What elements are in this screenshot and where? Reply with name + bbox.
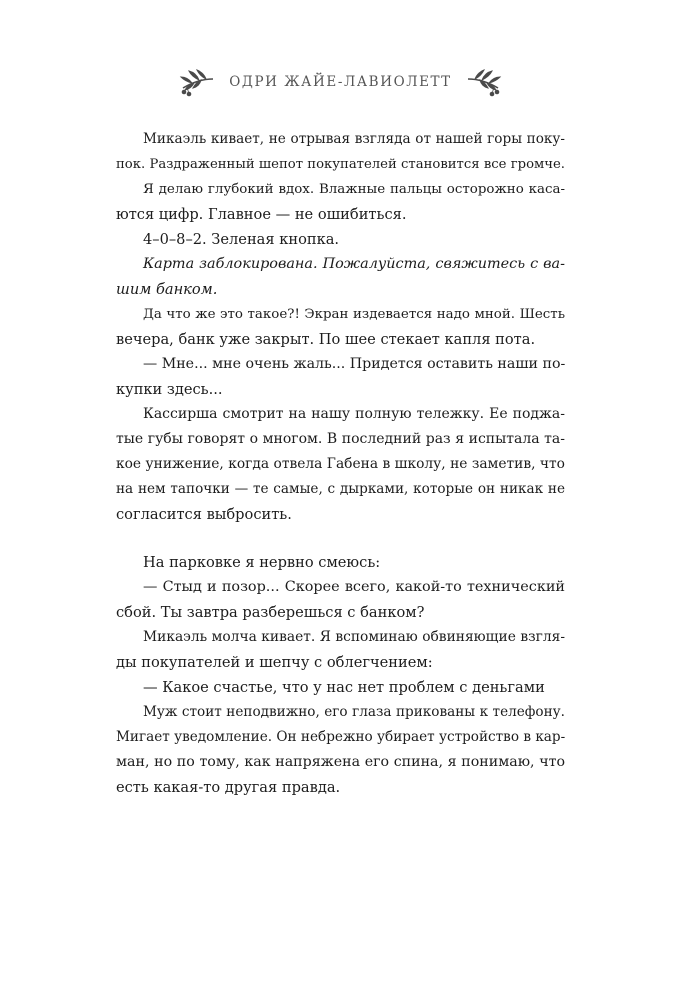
text-line: ды покупателей и шепчу с облегчением:: [116, 654, 433, 671]
text-line: Кассирша смотрит на нашу полную тележку. Ее поджа-: [143, 406, 565, 422]
text-line: Да что же это такое?! Экран издевается надо мной. Шесть: [143, 307, 565, 322]
text-line: 4–0–8–2. Зеленая кнопка.: [143, 231, 340, 248]
section-break: [116, 527, 565, 550]
text-line: вечера, банк уже закрыт. По шее стекает капля пота.: [116, 331, 536, 348]
text-line: тые губы говорят о многом. В последний раз я испытала та-: [116, 431, 565, 447]
text-line: шим банком.: [116, 281, 218, 298]
text-line: на нем тапочки — те самые, с дырками, которые он никак не: [116, 481, 565, 497]
body-text: [116, 127, 565, 800]
text-line: Я делаю глубокий вдох. Влажные пальцы осторожно каса-: [143, 182, 565, 197]
right-leaf-ornament-icon: [466, 66, 508, 98]
text-line: Микаэль кивает, не отрывая взгляда от нашей горы поку-: [143, 131, 565, 147]
text-line: сбой. Ты завтра разберешься с банком?: [116, 604, 425, 621]
text-line: пок. Раздраженный шепот покупателей становится все громче.: [116, 157, 565, 172]
text-line: купки здесь...: [116, 381, 223, 398]
text-line: На парковке я нервно смеюсь:: [143, 554, 381, 571]
text-line: Мигает уведомление. Он небрежно убирает устройство в кар-: [116, 729, 566, 745]
text-line: — Какое счастье, что у нас нет проблем с деньгами: [143, 679, 545, 696]
text-line: — Стыд и позор... Скорее всего, какой-то технический: [143, 579, 565, 595]
text-line: согласится выбросить.: [116, 506, 292, 523]
text-line: Карта заблокирована. Пожалуйста, свяжитесь с ва-: [143, 256, 565, 272]
author-name: ОДРИ ЖАЙЕ-ЛАВИОЛЕТТ: [229, 74, 452, 90]
text-line: Микаэль молча кивает. Я вспоминаю обвиняющие взгля-: [143, 629, 565, 645]
text-line: ются цифр. Главное — не ошибиться.: [116, 206, 407, 223]
text-line: Муж стоит неподвижно, его глаза прикованы к телефону.: [143, 704, 565, 720]
text-line: кое унижение, когда отвела Габена в школу, не заметив, что: [116, 456, 565, 472]
running-header: [0, 66, 681, 102]
text-line: — Мне... мне очень жаль... Придется оставить наши по-: [143, 356, 566, 372]
text-line: ман, но по тому, как напряжена его спина, я понимаю, что: [116, 754, 565, 770]
text-line: есть какая-то другая правда.: [116, 779, 341, 796]
left-leaf-ornament-icon: [173, 66, 215, 98]
